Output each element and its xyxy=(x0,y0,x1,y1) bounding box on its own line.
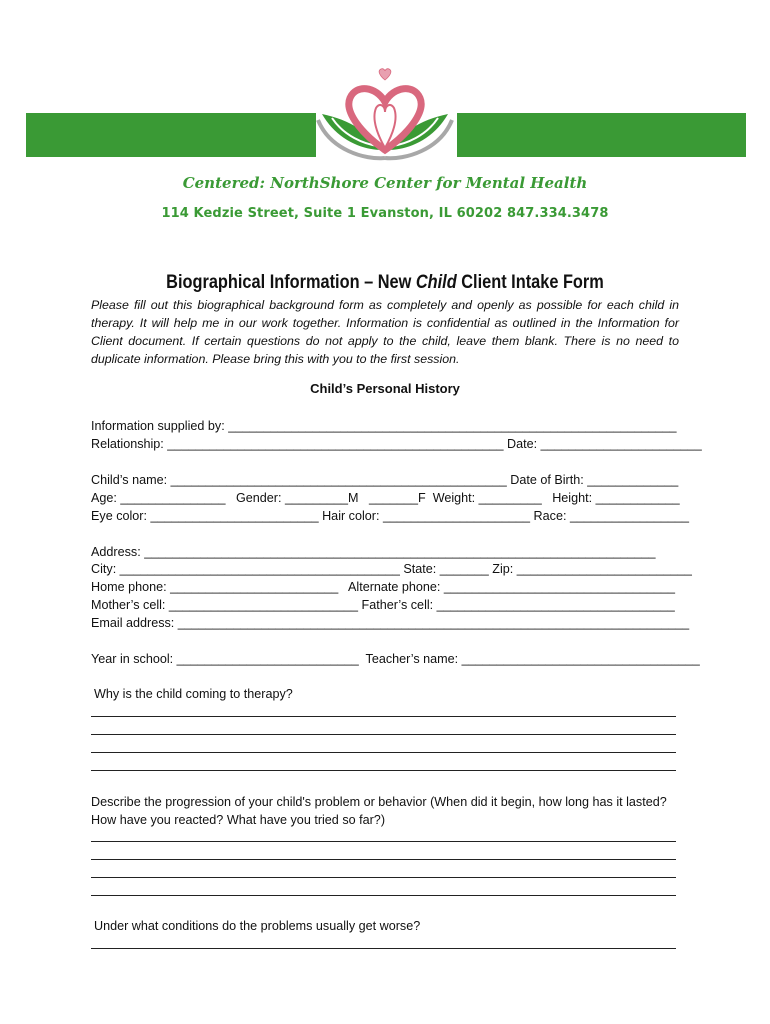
answer-line[interactable] xyxy=(91,859,676,860)
form-title: Biographical Information – New Child Client Intake Form xyxy=(166,272,604,293)
form-intro: Please fill out this biographical background form as completely and openly as possible for each child in therapy. It will help me in our work together. Information is confidential as outlined in the Information for Client document. If certain questions do not apply to the child, leave them blank. There is no need to duplicate information. Please bring this with you to the first session. xyxy=(91,298,679,366)
field-email[interactable]: Email address: _________________________________________________________________________ xyxy=(91,616,690,630)
field-city[interactable]: City: ________________________________________ State: _______ Zip: _________________________ xyxy=(91,562,692,576)
question-progression: Describe the progression of your child's problem or behavior (When did it begin, how long has it lasted? How have you reacted? What have you tried so far?) xyxy=(91,795,667,827)
question-why-therapy: Why is the child coming to therapy? xyxy=(94,687,293,701)
answer-line[interactable] xyxy=(91,752,676,753)
question-conditions-worse: Under what conditions do the problems usually get worse? xyxy=(94,919,421,933)
field-address[interactable]: Address: _________________________________________________________________________ xyxy=(91,545,656,559)
header-bar-right xyxy=(457,113,746,157)
field-child-name[interactable]: Child’s name: ________________________________________________ Date of Birth: _____________ xyxy=(91,473,679,487)
answer-line[interactable] xyxy=(91,877,676,878)
header-bar-left xyxy=(26,113,316,157)
answer-line[interactable] xyxy=(91,948,676,949)
lotus-heart-logo-icon xyxy=(310,62,460,170)
field-year-school[interactable]: Year in school: __________________________ Teacher’s name: __________________________________ xyxy=(91,652,700,666)
section-title: Child’s Personal History xyxy=(310,381,460,396)
answer-line[interactable] xyxy=(91,716,676,717)
answer-line[interactable] xyxy=(91,734,676,735)
field-eye-hair[interactable]: Eye color: ________________________ Hair color: _____________________ Race: _________________ xyxy=(91,509,690,523)
field-relationship[interactable]: Relationship: ________________________________________________ Date: _______________________ xyxy=(91,437,702,451)
answer-line[interactable] xyxy=(91,770,676,771)
field-home-phone[interactable]: Home phone: ________________________ Alternate phone: _________________________________ xyxy=(91,580,676,594)
answer-line[interactable] xyxy=(91,841,676,842)
field-mother-cell[interactable]: Mother’s cell: ___________________________ Father’s cell: __________________________________ xyxy=(91,598,675,612)
field-info-supplied[interactable]: Information supplied by: ________________________________________________________________ xyxy=(91,419,677,433)
answer-line[interactable] xyxy=(91,895,676,896)
field-age-gender[interactable]: Age: _______________ Gender: _________M _______F Weight: _________ Height: ____________ xyxy=(91,491,680,505)
org-address: 114 Kedzie Street, Suite 1 Evanston, IL 60202 847.334.3478 xyxy=(161,206,609,221)
org-name: Centered: NorthShore Center for Mental Health xyxy=(182,174,588,192)
